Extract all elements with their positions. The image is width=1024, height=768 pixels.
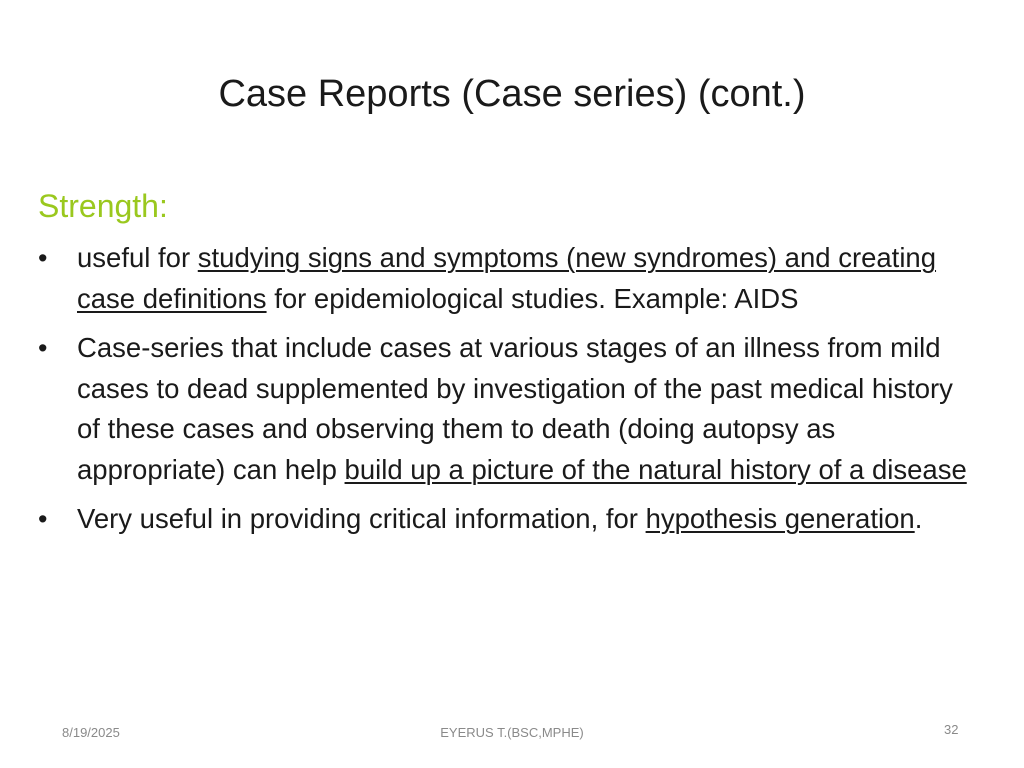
bullet-text: Very useful in providing critical information, for [77, 503, 646, 534]
bullet-text: Case-series that include cases at various stages of an illness from mild cases to dead supplemented by investigation of the past medical history of these cases and observing them to death (doing autopsy as appropriate) can help [77, 332, 953, 485]
bullet-text: for epidemiological studies. Example: AIDS [266, 282, 799, 314]
bullet-dot-icon: • [38, 243, 48, 273]
bullet-item [38, 328, 978, 490]
bullet-dot-icon: • [38, 504, 48, 534]
page-number: 32 [944, 722, 959, 737]
bullet-underlined-text: hypothesis generation [645, 503, 915, 534]
bullet-list [38, 238, 978, 549]
bullet-text: useful for [77, 242, 198, 273]
footer-author: EYERUS T.(BSC,MPHE) [440, 725, 584, 740]
section-heading: Strength: [38, 188, 168, 224]
footer-date: 8/19/2025 [62, 725, 120, 740]
bullet-underlined-text: studying signs and symptoms (new syndromes) and creating case definitions [77, 242, 937, 314]
bullet-text: . [914, 503, 923, 534]
bullet-item [38, 499, 978, 540]
slide-title: Case Reports (Case series) (cont.) [218, 73, 806, 115]
bullet-dot-icon: • [38, 333, 48, 363]
bullet-underlined-text: build up a picture of the natural history of a disease [344, 453, 967, 485]
bullet-item [38, 238, 978, 319]
